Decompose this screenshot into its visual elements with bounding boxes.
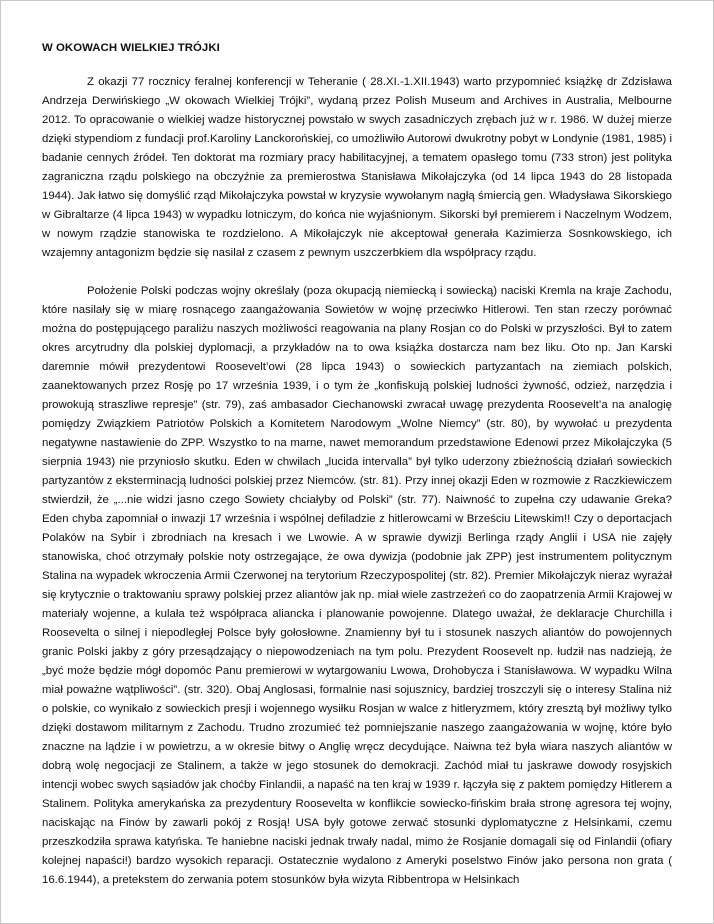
document-title: W OKOWACH WIELKIEJ TRÓJKI xyxy=(42,42,220,54)
paragraph: Z okazji 77 rocznicy feralnej konferencji w Teheranie ( 28.XI.-1.XII.1943) warto przypomnieć książkę dr Zdzisława Andrzeja Derwińskiego „W okowach Wielkiej Trójki”, wydaną przez Polish Museum and Archives in Australia, Melbourne 2012. To opracowanie o wielkiej wadze historycznej powstało w swych zasadniczych zrębach już w r. 1986. W dużej mierze dzięki stypendiom z fundacji prof.Karoliny Lanckorońskiej, co umożliwiło Autorowi dwukrotny pobyt w Londynie (1981, 1985) i badanie cennych źródeł. Ten doktorat ma rozmiary pracy habilitacyjnej, a tematem opasłego tomu (733 stron) jest polityka zagraniczna rządu polskiego na obczyźnie za premierostwa Stanisława Mikołajczyka (od 14 lipca 1943 do 28 listopada 1944). Jak łatwo się domyślić rząd Mikołajczyka powstał w kryzysie wywołanym nagłą śmiercią gen. Władysława Sikorskiego w Gibraltarze (4 lipca 1943) w wypadku lotniczym, do końca nie wyjaśnionym. Sikorski był premierem i Naczelnym Wodzem, w nowym rządzie stanowiska te rozdzielono. A Mikołajczyk nie akceptował generała Kazimierza Sosnkowskiego, ich wzajemny antagonizm będzie się nasilał z czasem z pewnym uszczerbkiem dla współpracy rządu. xyxy=(42,76,672,259)
paragraph: Położenie Polski podczas wojny określały (poza okupacją niemiecką i sowiecką) naciski Kremla na kraje Zachodu, które nasilały się w miarę rosnącego zaangażowania Sowietów w wojnę przeciwko Hitlerowi. Ten stan rzeczy porównać można do postępującego paraliżu naszych możliwości reagowania na plany Rosjan co do Polski w przyszłości. Był to zatem okres arcytrudny dla polskiej dyplomacji, a przykładów na to owa książka dostarcza nam bez liku. Oto np. Jan Karski daremnie mówił prezydentowi Roosevelt’owi (28 lipca 1943) o sowieckich partyzantach na ziemiach polskich, zaanektowanych przez Rosję po 17 września 1939, i o tym że „konfiskują polskiej ludności żywność, odzież, narzędzia i prowokują straszliwe represje” (str. 79), zaś ambasador Ciechanowski zwracał uwagę prezydenta Roosevelt’a na analogię pomiędzy Związkiem Patriotów Polskich a Komitetem Narodowym „Wolne Niemcy” (str. 80), by wywołać u prezydenta negatywne nastawienie do ZPP. Wszystko to na marne, nawet memorandum przedstawione Edenowi przez Mikołajczyka (5 sierpnia 1943) nie przyniosło skutku. Eden w chwilach „lucida intervalla” był tylko uderzony zbieżnością działań sowieckich partyzantów z eksterminacją ludności polskiej przez Niemców. (str. 81). Przy innej okazji Eden w rozmowie z Raczkiewiczem stwierdził, że „...nie widzi jasno czego Sowiety chciałyby od Polski” (str. 77). Naiwność to zupełna czy udawanie Greka? Eden chyba zapomniał o inwazji 17 września i wspólnej defiladzie z hitlerowcami w Brześciu Litewskim!! Czy o deportacjach Polaków na Sybir i zbrodniach na kresach i we Lwowie. A w sprawie dywizji Berlinga rządy Anglii i USA nie zajęły stanowiska, choć otrzymały polskie noty ostrzegające, że owa dywizja (podobnie jak ZPP) jest instrumentem politycznym Stalina na wypadek wkroczenia Armii Czerwonej na terytorium Rzeczypospolitej (str. 82). Premier Mikołajczyk nieraz wyrażał się krytycznie o traktowaniu sprawy polskiej przez aliantów jak np. miał wiele zastrzeżeń co do zaopatrzenia Armii Krajowej w materiały wojenne, a kulała też współpraca aliancka i planowanie powojenne. Dlatego uważał, że deklaracje Churchilla i Roosevelta o silnej i niepodległej Polsce były gołosłowne. Znamienny był tu i stosunek naszych aliantów do powojennych granic Polski jakby z góry przesądzający o niepowodzeniach na tym polu. Prezydent Roosevelt np. łudził nas nadzieją, że „być może będzie mógł dopomóc Panu premierowi w wytargowaniu Lwowa, Drohobycza i Stanisławowa. W wypadku Wilna miał poważne wątpliwości”. (str. 320). Obaj Anglosasi, formalnie nasi sojusznicy, bardziej troszczyli się o interesy Stalina niż o polskie, co wynikało z sowieckich presji i wojennego wysiłku Rosjan w walce z hitleryzmem, który zresztą był możliwy tylko dzięki dostawom militarnym z Zachodu. Trudno zrozumieć też pomniejszanie naszego zaangażowania w wojnę, które było znaczne na lądzie i w powietrzu, a w okresie bitwy o Anglię wręcz decydujące. Naiwna też była wiara naszych aliantów w dobrą wolę negocjacji ze Stalinem, a także w jego stosunek do demokracji. Zachód miał tu jaskrawe dowody rosyjskich intencji wobec swych sąsiadów jak choćby Finlandii, a napaść na ten kraj w 1939 r. łączyła się z paktem pomiędzy Hitlerem a Stalinem. Polityka amerykańska za prezydentury Roosevelta w konflikcie sowiecko-fińskim brała stronę agresora tej wojny, naciskając na Finów by zawarli pokój z Rosją! USA były gotowe zerwać stosunki dyplomatyczne z Helsinkami, czemu przeszkodziła sprawa katyńska. Te haniebne naciski jednak trwały nadal, mimo że Rosjanie domagali się od Finlandii (ofiary kolejnej napaści!) bardzo wysokich reparacji. Ostatecznie wydalono z Ameryki poselstwo Finów jako persona non grata ( 16.6.1944), a pretekstem do zerwania potem stosunków była wizyta Ribbentropa w Helsinkach xyxy=(42,285,672,886)
document-page xyxy=(42,39,672,909)
